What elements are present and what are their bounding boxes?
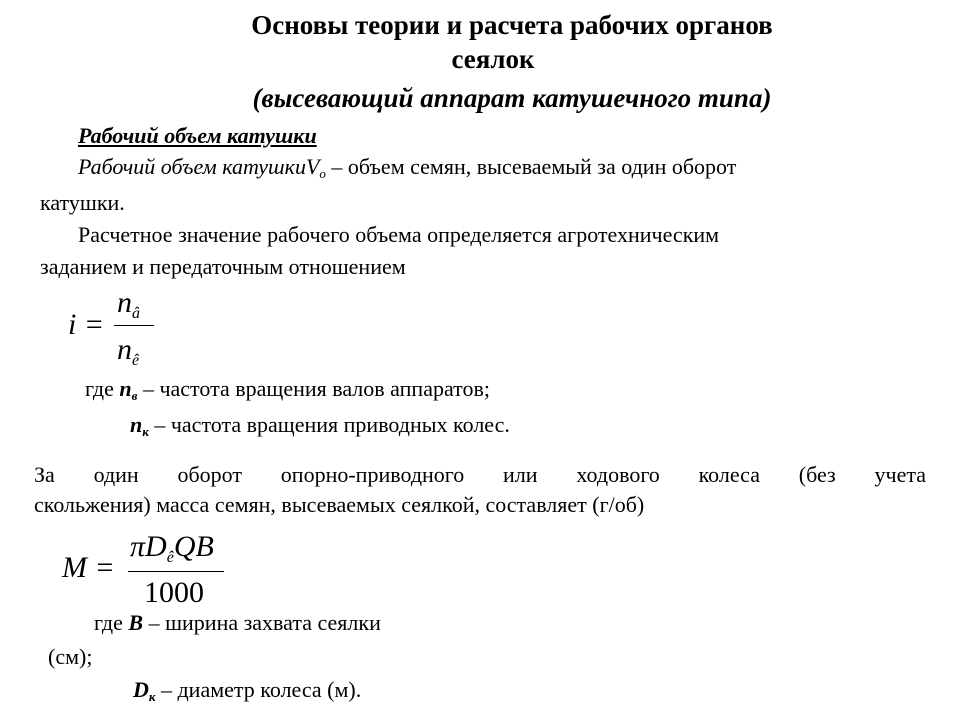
paragraph-2-line-1-text: Расчетное значение рабочего объема определяется агротехническим bbox=[78, 222, 720, 247]
page-title bbox=[0, 8, 960, 42]
where-2-line-2-text: (см); bbox=[48, 644, 93, 669]
paragraph-1-rest: – объем семян, высеваемый за один оборот bbox=[325, 154, 737, 179]
formula-1-denominator bbox=[117, 333, 139, 370]
paragraph-2-line-1 bbox=[78, 221, 719, 249]
formula-2-lhs: M = bbox=[62, 551, 115, 584]
where-1-var-nk-sub: к bbox=[142, 424, 149, 439]
where-1-var-nk: n bbox=[130, 412, 143, 437]
formula-1-den-sub: ê bbox=[132, 352, 140, 369]
page-title-line-2 bbox=[0, 42, 960, 76]
formula-1-num-var: n bbox=[117, 286, 132, 319]
formula-2-numerator bbox=[130, 530, 214, 567]
section-heading bbox=[78, 122, 317, 150]
where-2-prefix: где bbox=[94, 610, 129, 635]
where-2-var-d: D bbox=[133, 677, 149, 702]
formula-2-num-sub: ê bbox=[166, 549, 174, 566]
formula-2-num-d: D bbox=[145, 530, 167, 563]
paragraph-1-line-2-text: катушки. bbox=[40, 190, 125, 215]
paragraph-3-line-2 bbox=[34, 491, 644, 519]
formula-1-num-sub: â bbox=[132, 305, 140, 322]
paragraph-2-line-2-text: заданием и передаточным отношением bbox=[40, 254, 406, 279]
symbol-v-sub: o bbox=[319, 166, 326, 181]
where-1-var-nv-sub: в bbox=[131, 388, 138, 403]
paragraph-3-line-2-text: скольжения) масса семян, высеваемых сеялкой, составляет (г/об) bbox=[34, 492, 645, 517]
where-2-line-3-rest: – диаметр колеса (м). bbox=[155, 677, 362, 702]
section-heading-text: Рабочий объем катушки bbox=[78, 123, 317, 148]
formula-2-num-rest: QB bbox=[173, 530, 214, 563]
formula-1-lhs: i = bbox=[68, 308, 105, 341]
formula-1-fraction-bar bbox=[114, 325, 154, 326]
where-1-prefix: где bbox=[85, 376, 120, 401]
formula-2-pi: π bbox=[130, 530, 146, 563]
where-2-line-1-rest: – ширина захвата сеялки bbox=[143, 610, 381, 635]
where-2-line-3 bbox=[133, 676, 361, 711]
where-2-var-b: B bbox=[128, 610, 144, 635]
where-1-line-2 bbox=[130, 411, 510, 446]
paragraph-3-line-1-text: За один оборот опорно-приводного или ходового колеса (без учета bbox=[34, 462, 926, 487]
title-line-3: (высевающий аппарат катушечного типа) bbox=[252, 83, 772, 113]
paragraph-1-lead: Рабочий объем катушки bbox=[78, 154, 306, 179]
formula-1-numerator bbox=[117, 286, 140, 323]
paragraph-3-line-1 bbox=[34, 461, 926, 489]
paragraph-1-line-1 bbox=[78, 153, 736, 188]
where-1-line-1 bbox=[85, 375, 490, 410]
where-2-line-2 bbox=[48, 643, 92, 671]
formula-2-denominator: 1000 bbox=[144, 576, 204, 609]
formula-1-den-var: n bbox=[117, 333, 132, 366]
title-line-2: сеялок bbox=[451, 44, 535, 74]
paragraph-1-line-2 bbox=[40, 189, 125, 217]
where-1-line-2-rest: – частота вращения приводных колес. bbox=[148, 412, 510, 437]
paragraph-2-line-2 bbox=[40, 253, 406, 281]
where-1-line-1-rest: – частота вращения валов аппаратов; bbox=[137, 376, 490, 401]
where-1-var-nv: n bbox=[119, 376, 132, 401]
page-subtitle bbox=[0, 81, 960, 115]
formula-2-fraction-bar bbox=[128, 571, 224, 572]
where-2-line-1 bbox=[94, 609, 381, 637]
symbol-v: V bbox=[305, 154, 320, 179]
where-2-var-d-sub: к bbox=[148, 689, 156, 704]
title-line-1: Основы теории и расчета рабочих органов bbox=[251, 10, 773, 40]
